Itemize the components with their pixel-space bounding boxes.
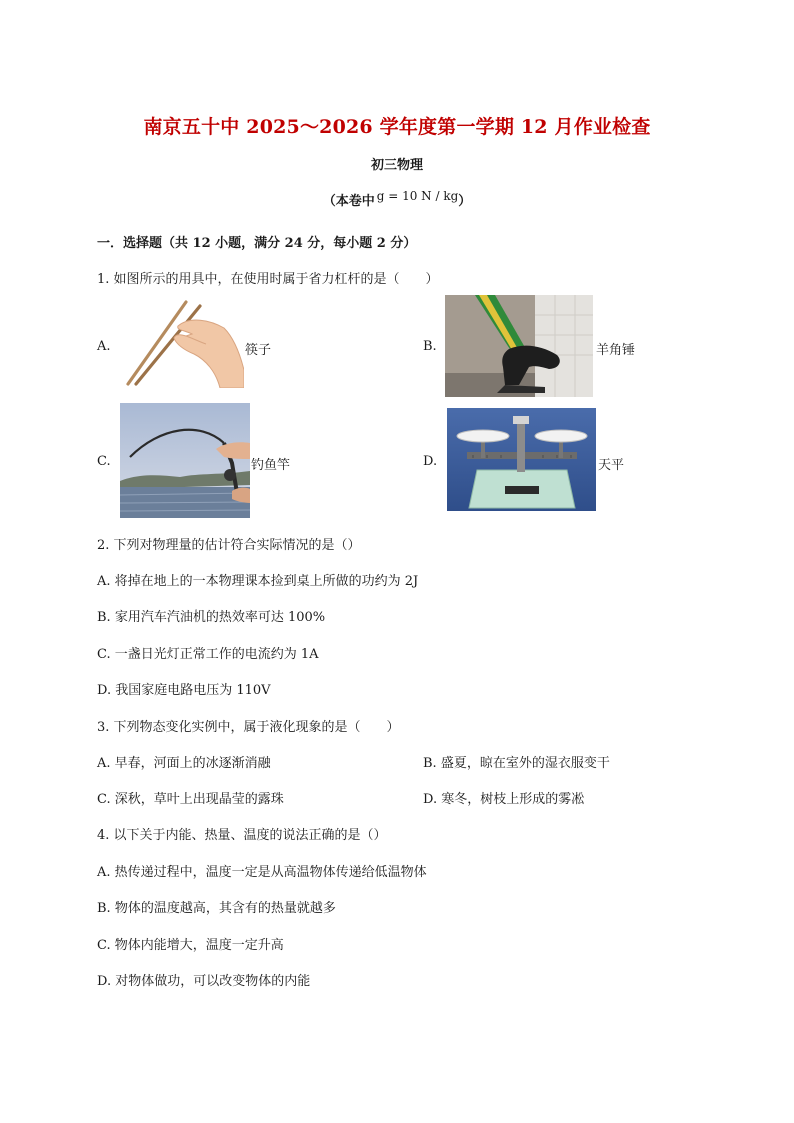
q1-option-d-name: 天平	[598, 458, 625, 473]
q1-option-b-label: B.	[423, 339, 437, 354]
q2-option-a: A. 将掉在地上的一本物理课本捡到桌上所做的功约为 2J	[97, 574, 419, 589]
q1-option-a-name: 筷子	[245, 343, 272, 358]
question-2-stem: 2. 下列对物理量的估计符合实际情况的是（）	[97, 538, 361, 553]
q2-option-b: B. 家用汽车汽油机的热效率可达 100%	[97, 610, 326, 625]
q4-option-a: A. 热传递过程中，温度一定是从高温物体传递给低温物体	[97, 865, 427, 880]
q2-option-c: C. 一盏日光灯正常工作的电流约为 1A	[97, 647, 319, 662]
q3-option-c: C. 深秋，草叶上出现晶莹的露珠	[97, 792, 284, 807]
gravity-formula: g = 10 N / kg	[376, 189, 459, 203]
note-suffix: ）	[458, 194, 472, 209]
fishing-rod-photo-icon	[120, 403, 250, 518]
constant-note	[0, 190, 794, 209]
q3-option-d: D. 寒冬，树枝上形成的雾凇	[423, 792, 585, 807]
claw-hammer-photo-icon	[445, 295, 593, 397]
question-1-stem: 1. 如图所示的用具中，在使用时属于省力杠杆的是（ ）	[97, 272, 439, 287]
section-heading: 一．选择题（共 12 小题，满分 24 分，每小题 2 分）	[97, 236, 417, 251]
subject-title: 初三物理	[370, 158, 423, 173]
q3-option-b: B. 盛夏，晾在室外的湿衣服变干	[423, 756, 610, 771]
q1-option-b-name: 羊角锤	[596, 343, 636, 358]
balance-scale-photo-icon	[447, 408, 596, 511]
q1-option-d-label: D.	[423, 454, 438, 469]
chopsticks-photo-icon	[120, 298, 244, 388]
question-3-stem: 3. 下列物态变化实例中，属于液化现象的是（ ）	[97, 720, 400, 735]
q4-option-b: B. 物体的温度越高，其含有的热量就越多	[97, 901, 336, 916]
note-prefix: （本卷中	[322, 194, 375, 209]
q1-option-a-label: A.	[97, 339, 111, 354]
page-title: 南京五十中 2025～2026 学年度第一学期 12 月作业检查	[143, 116, 651, 138]
question-4-stem: 4. 以下关于内能、热量、温度的说法正确的是（）	[97, 828, 387, 843]
q1-option-c-label: C.	[97, 454, 111, 469]
q4-option-c: C. 物体内能增大，温度一定升高	[97, 938, 284, 953]
q4-option-d: D. 对物体做功，可以改变物体的内能	[97, 974, 311, 989]
q3-option-a: A. 早春，河面上的冰逐渐消融	[97, 756, 271, 771]
q2-option-d: D. 我国家庭电路电压为 110V	[97, 683, 271, 698]
q1-option-c-name: 钓鱼竿	[251, 458, 291, 473]
